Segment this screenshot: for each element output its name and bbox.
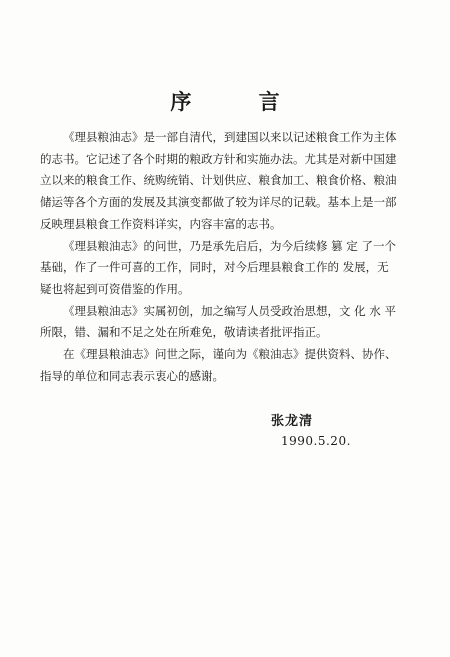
paragraph-3	[40, 301, 412, 344]
paragraph-line: 所限，错、漏和不足之处在所难免，敬请读者批评指正。	[40, 325, 328, 340]
paragraph-line: 《理县粮油志》的问世，乃是承先启后，为今后续修 篡 定 了一个	[63, 238, 396, 253]
paragraph-line: 立以来的粮食工作、统购统销、计划供应、粮食加工、粮食价格、粮油	[40, 173, 397, 188]
signature-date: 1990.5.20.	[281, 434, 351, 448]
page-title: 序 言	[170, 89, 310, 114]
preface-body	[40, 127, 412, 387]
paragraph-2	[40, 236, 412, 301]
author-signature: 张龙清	[271, 414, 314, 429]
paragraph-line: 《理县粮油志》是一部自清代，到建国以来以记述粮食工作为主体	[63, 130, 397, 144]
paragraph-line: 反映理县粮食工作资料详实，内容丰富的志书。	[40, 216, 282, 231]
paragraph-line: 基础，作了一件可喜的工作，同时，对今后理县粮食工作的 发展，无	[40, 260, 389, 275]
paragraph-line: 疑也将起到可资借鉴的作用。	[40, 281, 190, 296]
paragraph-line: 《理县粮油志》实属初创，加之编写人员受政治思想，文 化 水 平	[63, 303, 396, 318]
paragraph-line: 的志书。它记述了各个时期的粮政方针和实施办法。尤其是对新中国建	[40, 151, 397, 166]
paragraph-1	[40, 127, 412, 236]
paragraph-line: 指导的单位和同志表示衷心的感谢。	[40, 368, 224, 383]
paragraph-4	[40, 344, 412, 387]
paragraph-line: 在《理县粮油志》问世之际，谨向为《粮油志》提供资料、协作、	[63, 347, 397, 362]
paragraph-line: 储运等各个方面的发展及其演变都做了较为详尽的记载。基本上是一部	[40, 195, 397, 210]
